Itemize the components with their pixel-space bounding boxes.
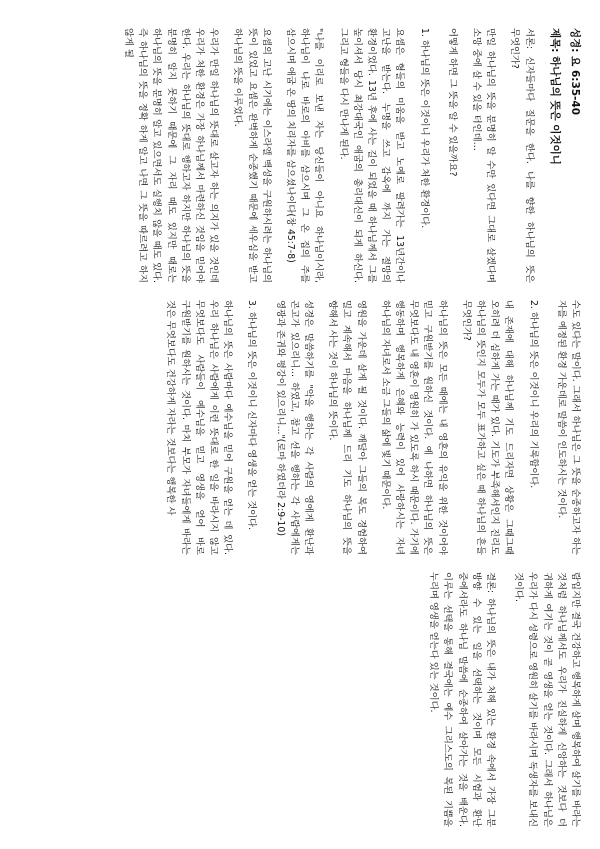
- section-heading: 3. 하나님의 뜻은 이것이니 신자마다 영생을 얻는 것이다.: [246, 300, 258, 531]
- paragraph: 하나님의 뜻은 사람마다 예수님을 믿어 구원을 얻는 데 있다. 우리 하나님은 사람에게 이런 뜻대로 한 일을 바라시지 않고 무엇보다도 사람들이 예수님을 믿고 영생을 얻어 바로 구원받기를 원하시는 것이다. 마치 부모가 자녀들에게 바라는 것은 무엇보다도 건강하게 자라는 것보다는 행복한 사: [165, 300, 234, 555]
- column-3: [416, 572, 582, 827]
- section-heading: 2. 하나님의 뜻은 이것이니 우리의 기록함이다.: [527, 300, 539, 489]
- paragraph: 만일 하나님의 뜻을 분명히 알 수만 있다면 그대로 살겠다며 소망 중에 살 수 있을 터인데…: [470, 28, 497, 283]
- paragraph: 요셉은 형들의 미움을 받고 노예로 팔려가는 13년간이나 고난을 받는다. 누명을 쓰고 감옥에 까지 가는 절망의 환경이었다. 13년 후에 사는 길이 되었을 때 하나님께서 그를 높이셔서 당시 최강대국인 애굽의 총리대신이 되게 하신다. 그리고 형들을 다시 만나게 된다.: [337, 28, 406, 283]
- paragraph: 우리가 만일 하나님의 뜻대로 살고자 하는 의지가 있을 것인데 우리가 처한 환경은 가장 하나님께서 마련하신 것임을 믿어야 한다. 우리는 하나님의 뜻대로 행하고자 하지만 하나님의 뜻을 분명히 알지 못하기 때문에 그 자리 때도 있지만 때로는 하나님의 뜻을 분명히 알고 있으면서도 실행치 않을 때도 있다. 즉 하나님의 뜻을 정확 하게 알고 나면 그 뜻을 따르려고 하지 않게 될: [122, 28, 220, 283]
- paragraph: 수도 있다는 말이다. 그래서 하나님은 그 뜻을 순종하고자 하는 자를 예정된 환경 가운데로 말씀이 인도하시는 것이다.: [555, 300, 581, 555]
- paragraph: 서론: 신자들마다 질문을 한다. 나를 향한 하나님의 뜻은 무엇인가?: [509, 28, 535, 283]
- conclusion: 결론: 하나님의 뜻은 내가 처해 있는 환경 속에서 가장 그분 방향 수 있는 일을 선택하는 것이며 모든 시험과 환난 중에서라도 하나님 말씀에 순종하여 살아가는 것을 배운다. 이루는 선택을 통해 결국에는 예수 그리스도의 복된 기쁨을 누리며 영생을 얻는다 있는 것이다.: [428, 572, 496, 827]
- paragraph: "나를 이리로 보낸 자는 당신들이 아니요 하나님이시라, 하나님이 나로 바로의 아비를 삼으시며 그 온 집의 주를 삼으시며 애굽 온 땅의 치리자를 삼으셨나이다(창 45:7-8): [284, 28, 325, 283]
- sermon-title: 제목: 하나님의 뜻은 이것이니: [548, 28, 561, 165]
- paragraph: 성경은 말씀하기를 "악을 행하는 각 사람의 영에게 환난과 곤고가 있으리니... 하였고, 참고 선을 행하는 각 사람에게는 영광과 존귀와 평강이 있으리니..."(로마 하였더라 2:9-10): [274, 300, 314, 555]
- paragraph: 람입지만 결국 건강하고 행복하게 살며 행복하여 살기를 바라는 것처럼 하나님께서도 우리가 진실하게 신앙하는 것보다 더 귀하게 여기는 것이 곧 영생을 얻는 것이다. 그래서 하나님은 우리가 다시 성령으로 영원히 살기를 바라시며 독생자를 보내신 것이다.: [513, 572, 581, 827]
- paragraph: 하나님의 뜻은 모든 때에는 내 영혼의 유익을 위한 것이어야 믿고 구원받기를 원하신 것이다. 예 나하면 하나님의 뜻은 무엇보다도 내 영혼이 영원히 가 있도록 하시 때문이다. 가기에 행동하며 행복하게 은혜와 능력이 있어 사랑하시는 자녀 하나님의 자녀로서 소금 그들의 삶에 빛기 때문이다.: [379, 300, 448, 555]
- scripture-reference: 성경: 요 6:35-40: [569, 28, 581, 116]
- paragraph: 요셉의 고난 시기에는 이스라엘 백성을 구원하시려는 하나님의 뜻이 있었고 요셉은 완벽하게 순종했기 때문에 세우심을 받고 하나님의 뜻을 이루었다.: [232, 28, 272, 283]
- column-2: [153, 300, 582, 555]
- paragraph: 어떻게 하면 그 뜻을 알 수 있을까요?: [446, 28, 458, 177]
- section-heading: 1. 하나님의 뜻은 이것이니 우리가 처한 환경이다.: [418, 28, 430, 229]
- paragraph: 내 존재에 대해 하나님께 기도 드리자면 상황은 그때그때 오히려 더 심하게 가는 때가 있다. 기도가 부족해서인지 진리도 하나님의 뜻인지 모두가 모두 표가하고 싶은 때 하나님의 흔들 무엇인가?: [460, 300, 515, 555]
- paragraph: 영원을 가운데 살게 될 것이다. 깨달아 그들의 복도 경험하여 밀고 계속해서 마음을 하나님께 드리 기도 하나님의 뜻을 향해서 사는 것이 하나님의 뜻이다.: [327, 300, 367, 555]
- column-1: [111, 28, 582, 283]
